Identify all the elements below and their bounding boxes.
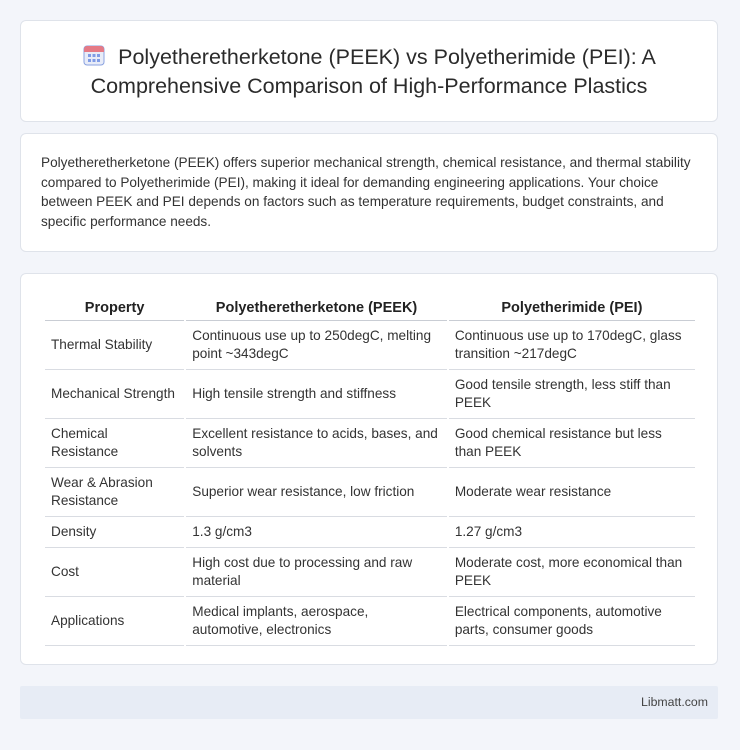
- property-cell: Chemical Resistance: [45, 419, 184, 468]
- property-cell: Thermal Stability: [45, 321, 184, 370]
- property-cell: Density: [45, 517, 184, 548]
- table-header-row: [45, 294, 695, 321]
- peek-cell: Excellent resistance to acids, bases, and solvents: [186, 419, 447, 468]
- table-row: [45, 419, 695, 468]
- intro-paragraph: Polyetheretherketone (PEEK) offers superior mechanical strength, chemical resistance, and thermal stability compared to Polyetherimide (PEI), making it ideal for demanding engineering applications. Your choice between PEEK and PEI depends on factors such as temperature requirements, budget constraints, and specific performance needs.: [41, 155, 691, 229]
- pei-cell: Good tensile strength, less stiff than PEEK: [449, 370, 695, 419]
- pei-cell: Electrical components, automotive parts, consumer goods: [449, 597, 695, 646]
- pei-cell: Continuous use up to 170degC, glass transition ~217degC: [449, 321, 695, 370]
- property-cell: Cost: [45, 548, 184, 597]
- property-cell: Applications: [45, 597, 184, 646]
- table-row: [45, 321, 695, 370]
- header-pei: Polyetherimide (PEI): [449, 294, 695, 321]
- page-title-text: Polyetheretherketone (PEEK) vs Polyetherimide (PEI): A Comprehensive Comparison of High-Performance Plastics: [90, 45, 656, 98]
- table-row: [45, 370, 695, 419]
- footer-source-link[interactable]: Libmatt.com: [641, 695, 708, 709]
- peek-cell: Continuous use up to 250degC, melting point ~343degC: [186, 321, 447, 370]
- pei-cell: Moderate cost, more economical than PEEK: [449, 548, 695, 597]
- intro-card: [20, 133, 718, 252]
- footer-bar: [20, 686, 718, 719]
- table-row: [45, 597, 695, 646]
- property-cell: Wear & Abrasion Resistance: [45, 468, 184, 517]
- pei-cell: 1.27 g/cm3: [449, 517, 695, 548]
- header-property: Property: [45, 294, 184, 321]
- pei-cell: Moderate wear resistance: [449, 468, 695, 517]
- property-cell: Mechanical Strength: [45, 370, 184, 419]
- comparison-card: [20, 273, 718, 665]
- table-row: [45, 548, 695, 597]
- table-row: [45, 517, 695, 548]
- comparison-table: [43, 294, 697, 646]
- table-row: [45, 468, 695, 517]
- peek-cell: High tensile strength and stiffness: [186, 370, 447, 419]
- peek-cell: Medical implants, aerospace, automotive, electronics: [186, 597, 447, 646]
- peek-cell: Superior wear resistance, low friction: [186, 468, 447, 517]
- pei-cell: Good chemical resistance but less than PEEK: [449, 419, 695, 468]
- peek-cell: 1.3 g/cm3: [186, 517, 447, 548]
- peek-cell: High cost due to processing and raw material: [186, 548, 447, 597]
- calendar-grid-icon: [82, 43, 106, 67]
- title-card: [20, 20, 718, 122]
- page-title: [41, 43, 697, 101]
- header-peek: Polyetheretherketone (PEEK): [186, 294, 447, 321]
